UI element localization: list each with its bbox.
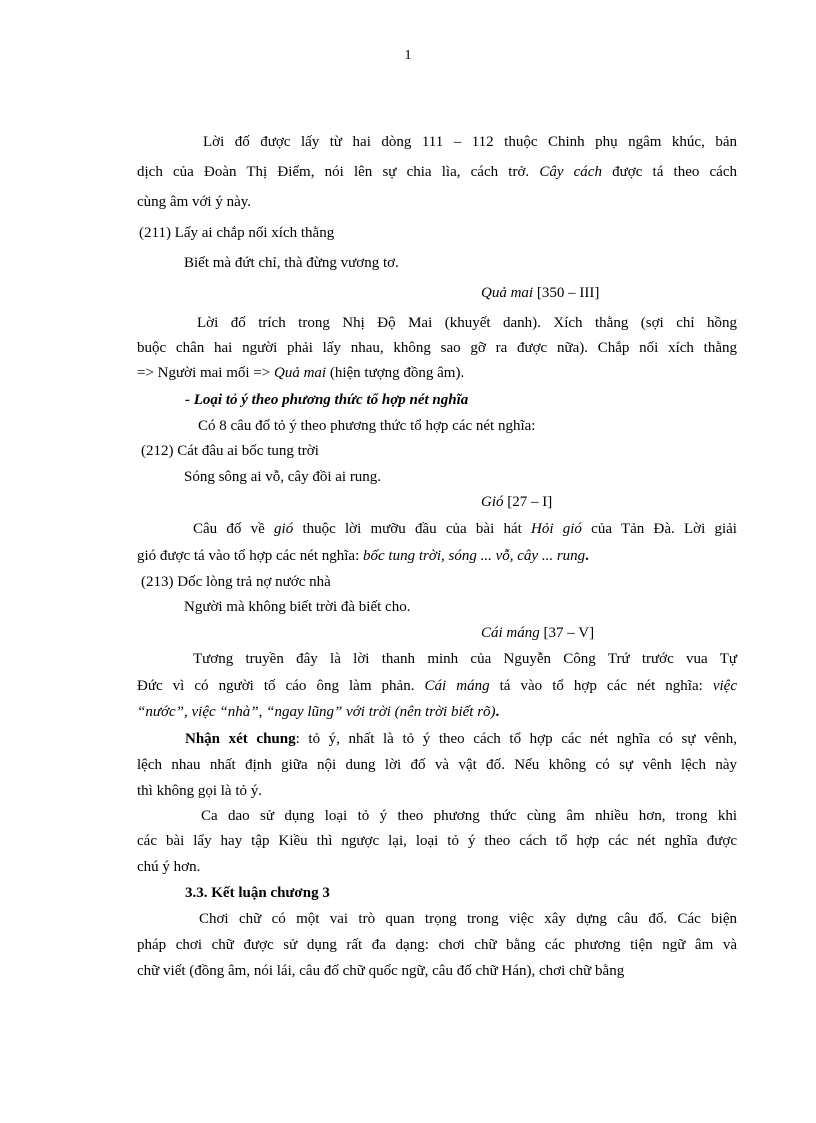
- text-line: lệch nhau nhất định giữa nội dung lời đố và vật đố. Nếu không có sự vênh lệch này: [137, 757, 737, 773]
- verse-line: Sóng sông ai vỗ, cây đồi ai rung.: [184, 469, 382, 485]
- verse-line: (212) Cát đâu ai bốc tung trời: [141, 443, 319, 459]
- text-line: chú ý hơn.: [137, 859, 201, 875]
- text-line: Câu đố về gió thuộc lời mưỡu đầu của bài hát Hỏi gió của Tản Đà. Lời giải: [193, 521, 737, 537]
- text-line: cùng âm với ý này.: [137, 194, 252, 210]
- section-heading: 3.3. Kết luận chương 3: [185, 885, 330, 901]
- text-line: Chơi chữ có một vai trò quan trọng trong việc xây dựng câu đố. Các biện: [199, 911, 737, 927]
- text-line: Lời đố được lấy từ hai dòng 111 – 112 thuộc Chinh phụ ngâm khúc, bản: [203, 134, 737, 150]
- text-line: “nước”, việc “nhà”, “ngay lũng” với trời (nên trời biết rõ).: [137, 704, 500, 720]
- text-line: dịch của Đoàn Thị Điểm, nói lên sự chia lìa, cách trở. Cây cách được tá theo cách: [137, 164, 737, 180]
- answer-line: Quả mai [350 – III]: [481, 285, 600, 301]
- paragraph-3: Có 8 câu đố tỏ ý theo phương thức tổ hợp các nét nghĩa:: [198, 418, 536, 434]
- answer-line: Gió [27 – I]: [481, 494, 553, 510]
- text-line: pháp chơi chữ được sử dụng rất đa dạng: chơi chữ bằng các phương tiện ngữ âm và: [137, 937, 737, 953]
- verse-line: (211) Lấy ai chắp nối xích thằng: [139, 225, 335, 241]
- page-number: 1: [404, 48, 412, 63]
- text-line: Nhận xét chung: tỏ ý, nhất là tỏ ý theo cách tổ hợp các nét nghĩa có sự vênh,: [185, 731, 737, 747]
- subheading: - Loại tỏ ý theo phương thức tổ hợp nét nghĩa: [185, 392, 469, 408]
- text-line: Lời đố trích trong Nhị Độ Mai (khuyết danh). Xích thằng (sợi chỉ hồng: [197, 315, 737, 331]
- verse-line: Biết mà đứt chỉ, thà đừng vương tơ.: [184, 255, 399, 271]
- text-line: Tương truyền đây là lời thanh minh của Nguyễn Công Trứ trước vua Tự: [193, 651, 737, 667]
- answer-line: Cái máng [37 – V]: [481, 625, 595, 641]
- text-line: chữ viết (đồng âm, nói lái, câu đố chữ quốc ngữ, câu đố chữ Hán), chơi chữ bằng: [137, 963, 625, 979]
- text-line: Ca dao sử dụng loại tỏ ý theo phương thức cùng âm nhiều hơn, trong khi: [201, 808, 737, 824]
- verse-line: Người mà không biết trời đà biết cho.: [184, 599, 411, 615]
- text-line: => Người mai mối => Quả mai (hiện tượng đồng âm).: [137, 365, 465, 381]
- text-line: gió được tá vào tổ hợp các nét nghĩa: bốc tung trời, sóng ... vỗ, cây ... rung.: [137, 548, 589, 564]
- text-line: các bài lẩy hay tập Kiều thì ngược lại, loại tỏ ý theo cách tổ hợp các nét nghĩa được: [137, 833, 737, 849]
- text-line: thì không gọi là tỏ ý.: [137, 783, 262, 799]
- text-line: Đức vì có người tố cáo ông làm phản. Cái máng tá vào tổ hợp các nét nghĩa: việc: [137, 678, 737, 694]
- text-line: buộc chân hai người phải lấy nhau, không sao gỡ ra được nữa). Chắp nối xích thằng: [137, 340, 737, 356]
- verse-line: (213) Dốc lòng trả nợ nước nhà: [141, 574, 331, 590]
